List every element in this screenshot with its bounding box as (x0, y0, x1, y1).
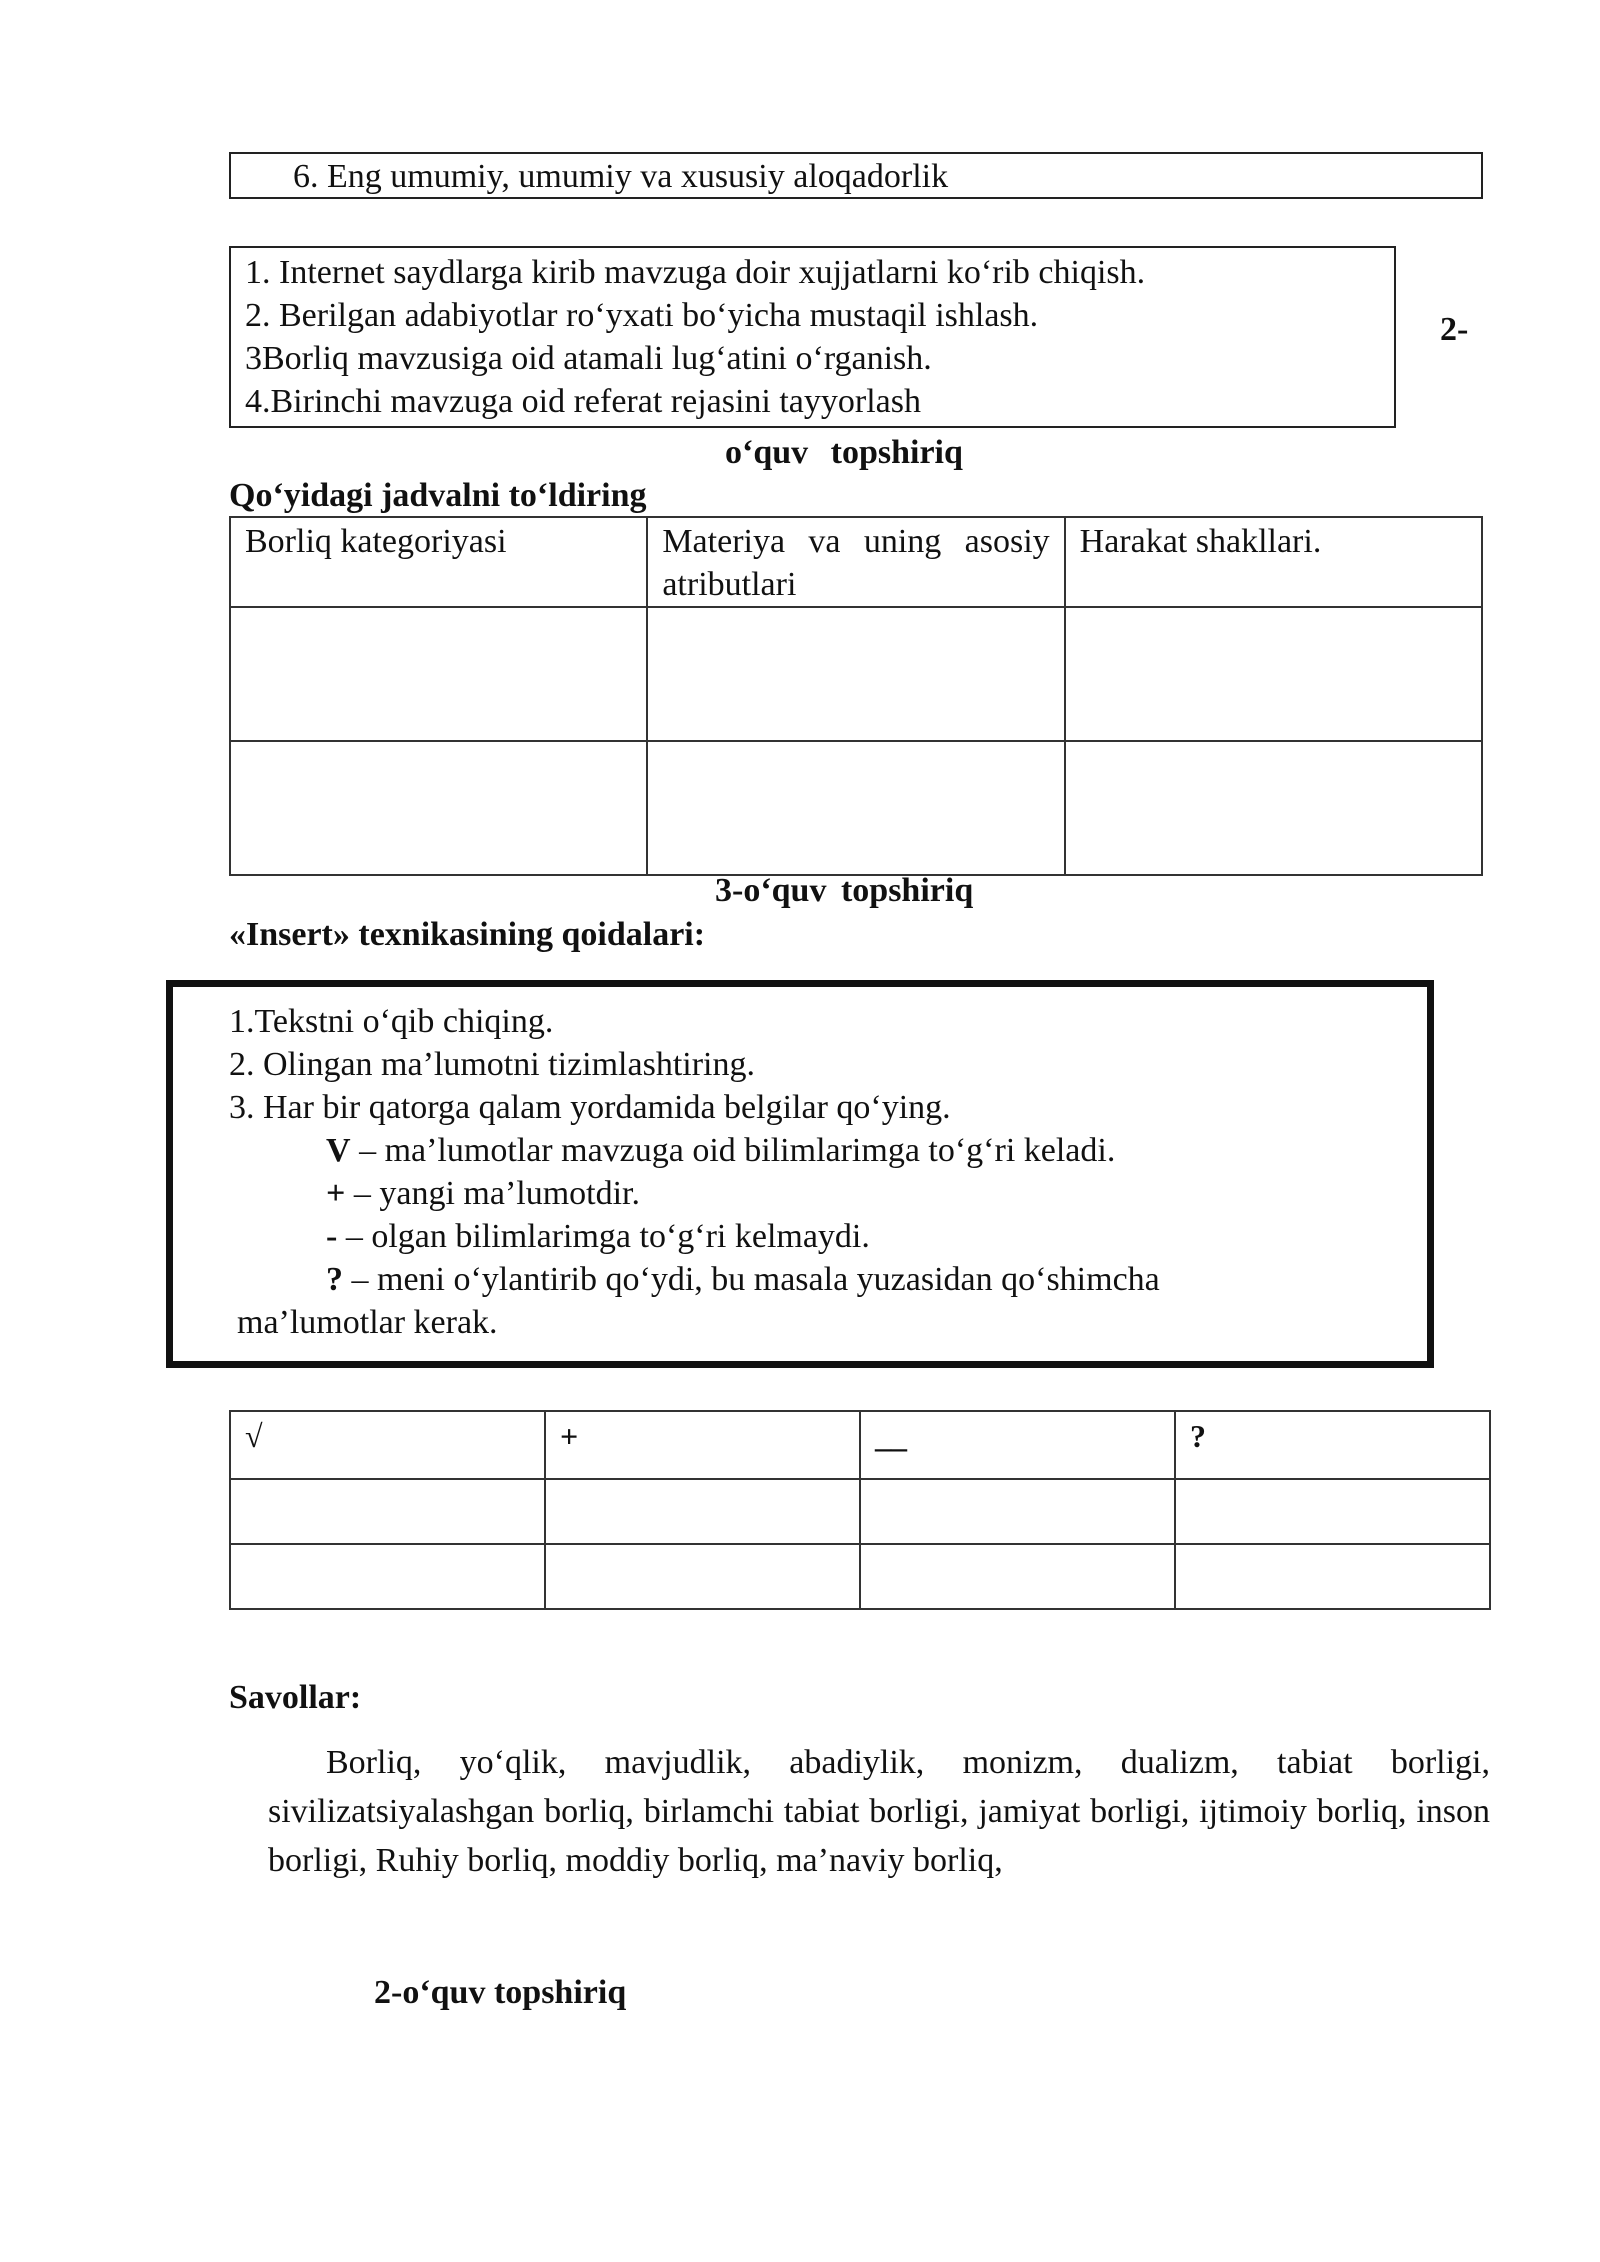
questions-paragraph: Borliq, yo‘qlik, mavjudlik, abadiylik, monizm, dualizm, tabiat borligi, sivilizatsiyalashgan borliq, birlamchi tabiat borligi, jamiyat borligi, ijtimoiy borliq, inson borligi, Ruhiy borliq, moddiy borliq, ma’naviy borliq, (268, 1744, 1490, 1879)
table-header-cell: Harakat shakllari. (1065, 517, 1482, 607)
tasks-box (229, 246, 1396, 428)
table-cell[interactable] (860, 1479, 1175, 1544)
table-header-cell: Borliq kategoriyasi (230, 517, 647, 607)
heading-savollar: Savollar: (229, 1679, 362, 1716)
side-number: 2- (1440, 311, 1469, 348)
mark-text: – olgan bilimlarimga to‘g‘ri kelmaydi. (337, 1218, 870, 1255)
mark-symbol: ? (326, 1261, 343, 1298)
table-cell[interactable] (860, 1544, 1175, 1609)
table-cell[interactable] (1175, 1544, 1490, 1609)
mark-line (326, 1172, 640, 1215)
mark-symbol: + (326, 1175, 346, 1212)
table-cell[interactable] (230, 1544, 545, 1609)
table-cell[interactable] (647, 741, 1064, 875)
task-item: 4.Birinchi mavzuga oid referat rejasini tayyorlash (245, 383, 921, 420)
heading-oquv-topshiriq: o‘quv topshiriq (725, 434, 963, 471)
heading-insert-rules: «Insert» texnikasining qoidalari: (229, 916, 706, 953)
mark-text: – ma’lumotlar mavzuga oid bilimlarimga to‘g‘ri keladi. (350, 1132, 1116, 1169)
task-item: 3Borliq mavzusiga oid atamali lug‘atini o‘rganish. (245, 340, 932, 377)
heading-fill-table: Qo‘yidagi jadvalni to‘ldiring (229, 477, 647, 514)
mark-header-plus: + (545, 1411, 860, 1479)
table-cell[interactable] (230, 607, 647, 741)
mark-text: – meni o‘ylantirib qo‘ydi, bu masala yuzasidan qo‘shimcha (343, 1261, 1160, 1298)
table-cell[interactable] (545, 1479, 860, 1544)
table-cell[interactable] (230, 741, 647, 875)
table-cell[interactable] (1065, 741, 1482, 875)
mark-header-question: ? (1175, 1411, 1490, 1479)
mark-symbol: - (326, 1218, 338, 1255)
table-cell[interactable] (545, 1544, 860, 1609)
table-cell[interactable] (230, 1479, 545, 1544)
task-item: 2. Berilgan adabiyotlar ro‘yxati bo‘yicha mustaqil ishlash. (245, 297, 1039, 334)
table-cell[interactable] (1175, 1479, 1490, 1544)
mark-text: – yangi ma’lumotdir. (345, 1175, 641, 1212)
insert-rules-box (166, 980, 1434, 1368)
heading-oquv-3: 3-o‘quv topshiriq (715, 872, 974, 909)
rule-item: 3. Har bir qatorga qalam yordamida belgilar qo‘ying. (229, 1089, 951, 1126)
insert-marks-table (229, 1410, 1491, 1610)
categories-table (229, 516, 1483, 876)
table-cell[interactable] (647, 607, 1064, 741)
top-item-box (229, 152, 1483, 199)
rule-item: 2. Olingan ma’lumotni tizimlashtiring. (229, 1046, 755, 1083)
mark-line (326, 1258, 1160, 1301)
table-cell[interactable] (1065, 607, 1482, 741)
mark-symbol: V (326, 1132, 351, 1169)
rule-item: 1.Tekstni o‘qib chiqing. (229, 1003, 554, 1040)
task-item: 1. Internet saydlarga kirib mavzuga doir xujjatlarni ko‘rib chiqish. (245, 254, 1146, 291)
mark-line (326, 1215, 870, 1258)
top-item-text: 6. Eng umumiy, umumiy va xususiy aloqadorlik (293, 158, 949, 195)
mark-line (326, 1129, 1115, 1172)
mark-header-check: √ (230, 1411, 545, 1479)
table-header-cell: Materiya va uning asosiy atributlari (647, 517, 1064, 607)
mark-continuation: ma’lumotlar kerak. (237, 1304, 498, 1341)
heading-oquv-2: 2-o‘quv topshiriq (374, 1974, 627, 2011)
mark-header-minus: __ (860, 1411, 1175, 1479)
